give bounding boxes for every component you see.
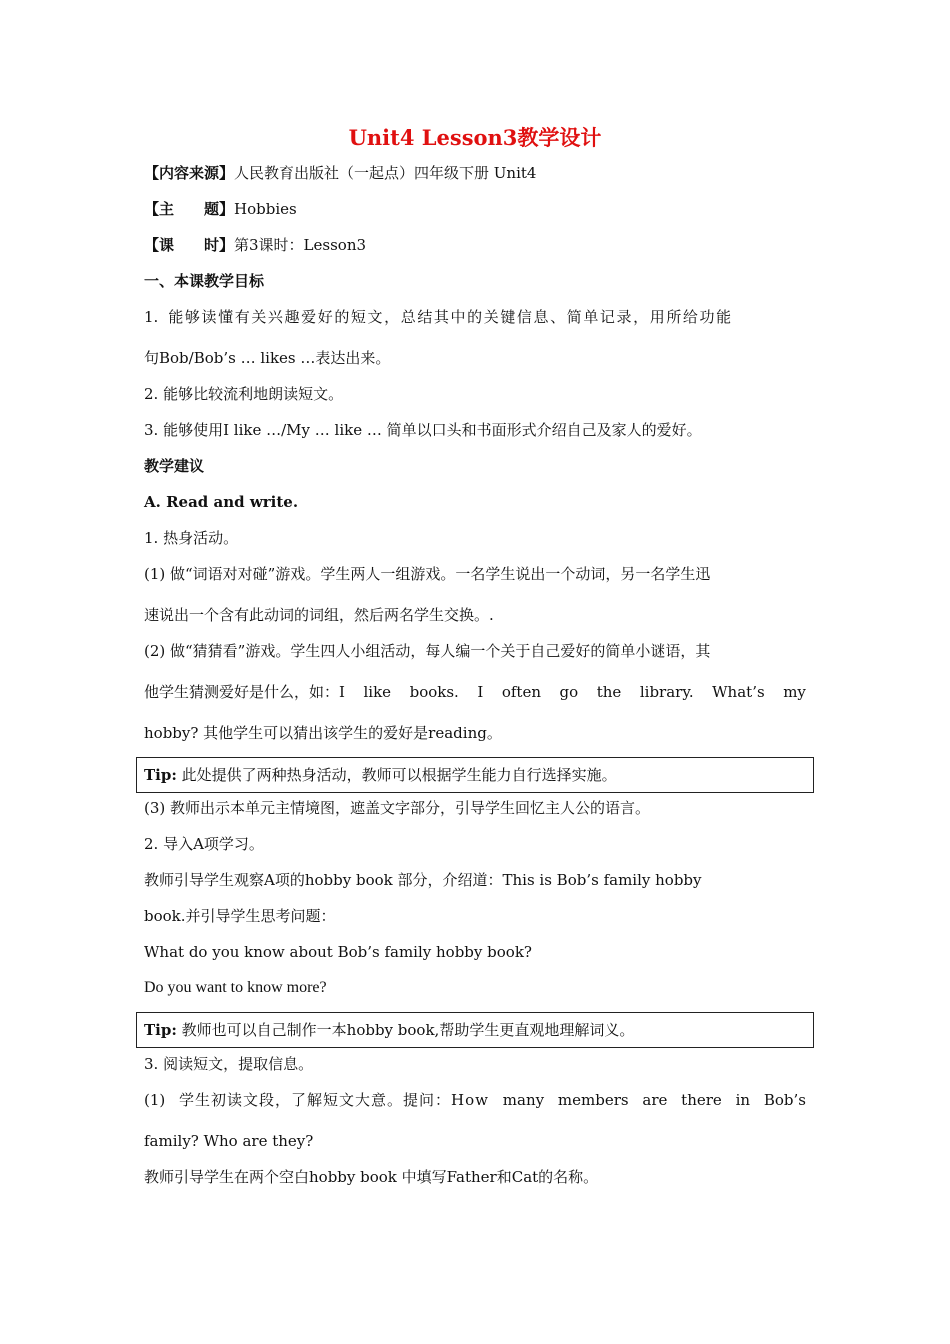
justified-word: 他学生猜测爱好是什么，如：I (144, 683, 345, 701)
reading-1-line-1 (144, 1090, 806, 1110)
warmup-1-line-1: (1) 做“词语对对碰”游戏。学生两人一组游戏。一名学生说出一个动词，另一名学生迅 (144, 565, 711, 583)
warmup-heading: 1. 热身活动。 (144, 529, 239, 547)
reading-1-line-3: 教师引导学生在两个空白hobby book 中填写Father和Cat的名称。 (144, 1168, 599, 1186)
tip-2-label: Tip: (144, 1021, 177, 1039)
justified-word: often (501, 683, 541, 701)
tip-2-text: 教师也可以自己制作一本hobby book,帮助学生更直观地理解词义。 (176, 1021, 635, 1039)
goal-3: 3. 能够使用I like …/My … like … 简单以口头和书面形式介绍自己及家人的爱好。 (144, 421, 702, 439)
goals-heading: 一、本课教学目标 (144, 272, 265, 290)
source-value: 人民教育出版社（一起点）四年级下册 Unit4 (234, 164, 537, 182)
justified-word: my (783, 683, 806, 701)
suggest-heading: 教学建议 (144, 457, 205, 475)
justified-word: are (642, 1091, 668, 1109)
source-label: 【内容来源】 (144, 164, 235, 182)
justified-word: many (502, 1091, 545, 1109)
justified-word: in (735, 1091, 751, 1109)
justified-word: go (559, 683, 579, 701)
reading-heading: 3. 阅读短文，提取信息。 (144, 1055, 314, 1073)
period-label: 【课 时】 (144, 236, 235, 254)
tip-2-text-line (144, 1020, 634, 1040)
lead-in-line-1: 教师引导学生观察A项的hobby book 部分，介绍道：This is Bob’s family hobby (144, 871, 702, 889)
topic-value: Hobbies (234, 200, 297, 218)
tip-1-text-line (144, 765, 617, 785)
justified-word: library. (639, 683, 694, 701)
document-title: Unit4 Lesson3教学设计 (348, 125, 602, 150)
justified-word: like (363, 683, 392, 701)
reading-1-line-2: family? Who are they? (144, 1132, 314, 1150)
warmup-2-line-3: hobby? 其他学生可以猜出该学生的爱好是reading。 (144, 724, 502, 742)
justified-word: books. (409, 683, 459, 701)
section-a-heading: A. Read and write. (144, 493, 299, 511)
question-2: Do you want to know more? (144, 979, 327, 996)
source-line (144, 163, 536, 183)
warmup-1-line-2: 速说出一个含有此动词的词组，然后两名学生交换。. (144, 606, 494, 624)
goal-1-line-2: 句Bob/Bob’s … likes …表达出来。 (144, 349, 391, 367)
topic-label: 【主 题】 (144, 200, 235, 218)
justified-word: What’s (712, 683, 765, 701)
goal-2: 2. 能够比较流利地朗读短文。 (144, 385, 344, 403)
period-line (144, 235, 366, 255)
topic-line (144, 199, 297, 219)
justified-word: (1) (144, 1091, 166, 1109)
warmup-2-line-2 (144, 682, 806, 702)
justified-word: there (681, 1091, 722, 1109)
tip-box-1 (136, 757, 814, 793)
justified-word: 学生初读文段，了解短文大意。提问：How (179, 1091, 489, 1109)
justified-word: Bob’s (763, 1091, 806, 1109)
goal-1-number: 1. (144, 308, 159, 326)
tip-box-2 (136, 1012, 814, 1048)
period-value: 第3课时：Lesson3 (234, 236, 367, 254)
tip-1-text: 此处提供了两种热身活动，教师可以根据学生能力自行选择实施。 (176, 766, 617, 784)
warmup-3: (3) 教师出示本单元主情境图，遮盖文字部分，引导学生回忆主人公的语言。 (144, 799, 651, 817)
goal-1-text: 能够读懂有关兴趣爱好的短文，总结其中的关键信息、简单记录，用所给功能 (168, 308, 733, 326)
justified-word: I (477, 683, 484, 701)
justified-word: the (596, 683, 622, 701)
lead-in-line-2: book.并引导学生思考问题： (144, 907, 336, 925)
warmup-2-line-1: (2) 做“猜猜看”游戏。学生四人小组活动，每人编一个关于自己爱好的简单小谜语，其 (144, 642, 711, 660)
justified-word: members (557, 1091, 629, 1109)
goal-1-line-1 (144, 307, 806, 327)
question-1: What do you know about Bob’s family hobby book? (144, 943, 532, 961)
tip-1-label: Tip: (144, 766, 177, 784)
lead-in-heading: 2. 导入A项学习。 (144, 835, 264, 853)
